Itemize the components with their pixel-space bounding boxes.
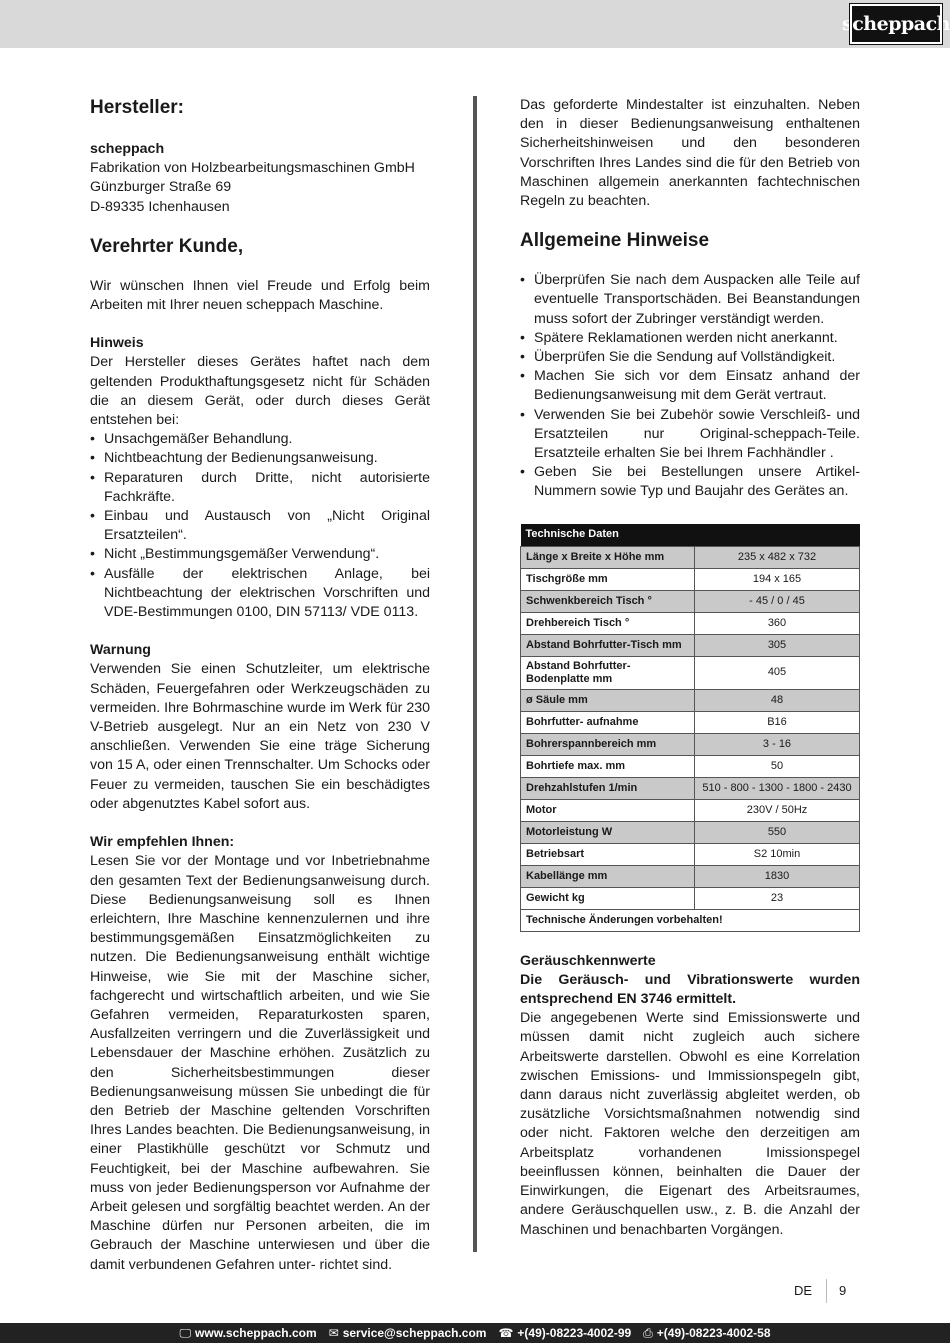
manufacturer-heading: Hersteller: bbox=[90, 97, 184, 118]
table-value: 48 bbox=[695, 689, 860, 711]
address-line: D-89335 Ichenhausen bbox=[90, 198, 230, 215]
phone-icon: ☎ bbox=[498, 1326, 514, 1340]
table-row bbox=[521, 634, 860, 656]
footer-email-text: service@scheppach.com bbox=[342, 1326, 487, 1340]
table-value: S2 10min bbox=[695, 843, 860, 865]
empfehlen-text: Lesen Sie vor der Montage und vor Inbetriebnahme den gesamten Text der Bedienungsanweisung durch. Diese Bedienungsanweisung soll es Ihnen erleichtern, Ihre Maschine kennenzulernen und ihre bestimmungsgemäßen Einsatzmöglichkeiten zu nutzen. Die Bedienungsanweisung enthält wichtige Hinweise, wie Sie mit der Maschine sicher, fachgerecht und wirtschaftlich arbeiten, und wie Sie Gefahren vermeiden, Reparaturkosten sparen, Ausfallzeiten verringern und die Zuverlässigkeit und Lebensdauer der Maschine erhöhen. Zusätzlich zu den Sicherheitsbestimmungen dieser Bedienungsanweisung müssen Sie unbedingt die für den Betrieb der Maschine geltenden Vorschriften Ihres Landes beachten. Die Bedienungsanweisung, in einer Plastikhülle geschützt vor Schmutz und Feuchtigkeit, bei der Maschine aufbewahren. Sie muss von jeder Bedienungsperson vor Aufnahme der Arbeit gelesen und sorgfältig beachtet werden. An der Maschine dürfen nur Personen arbeiten, die im Gebrauch der Maschine unterwiesen und über die damit verbundenen Gefahren unter- richtet sind. bbox=[90, 853, 430, 1273]
table-row bbox=[521, 733, 860, 755]
table-value: 3 - 16 bbox=[695, 733, 860, 755]
table-row bbox=[521, 689, 860, 711]
mail-icon: ✉ bbox=[328, 1326, 339, 1340]
table-value: 50 bbox=[695, 755, 860, 777]
warnung-title: Warnung bbox=[90, 642, 151, 659]
tech-data-table bbox=[520, 524, 860, 932]
company-name: scheppach bbox=[90, 141, 165, 157]
table-value: - 45 / 0 / 45 bbox=[695, 590, 860, 612]
table-label: Drehbereich Tisch ° bbox=[521, 612, 695, 634]
table-value: 360 bbox=[695, 612, 860, 634]
table-label: Bohrfutter- aufnahme bbox=[521, 711, 695, 733]
table-label: Drehzahlstufen 1/min bbox=[521, 777, 695, 799]
table-label: Tischgröße mm bbox=[521, 568, 695, 590]
noise-subtitle: Die Geräusch- und Vibrationswerte wurden entsprechend EN 3746 ermittelt. bbox=[520, 971, 860, 1008]
scheppach-logo: scheppach bbox=[850, 4, 942, 44]
table-value: 194 x 165 bbox=[695, 568, 860, 590]
page-language: DE bbox=[794, 1283, 813, 1298]
list-item: • Überprüfen Sie nach dem Auspacken alle Teile auf eventuelle Transportschäden. Bei Beanstandungen muss sofort der Zubringer verständigt werden. bbox=[520, 271, 860, 329]
table-label: Schwenkbereich Tisch ° bbox=[521, 590, 695, 612]
table-row bbox=[521, 821, 860, 843]
list-item: • Verwenden Sie bei Zubehör sowie Verschleiß- und Ersatzteilen nur Original-scheppach-Teile. Ersatzteile erhalten Sie bei Ihrem Fachhändler . bbox=[520, 406, 860, 464]
address-line: Fabrikation von Holzbearbeitungsmaschinen GmbH bbox=[90, 160, 415, 177]
table-label: Kabellänge mm bbox=[521, 865, 695, 887]
monitor-icon: 🖵 bbox=[179, 1325, 192, 1340]
general-heading: Allgemeine Hinweise bbox=[520, 230, 710, 252]
list-item: • Einbau und Austausch von „Nicht Original Ersatzteilen“. bbox=[90, 507, 430, 545]
intro-text: Das geforderte Mindestalter ist einzuhalten. Neben den in dieser Bedienungsanweisung enthaltenen Sicherheitshinweisen und den besonderen Vorschriften Ihres Landes sind die für den Betrieb von Maschinen allgemein anerkannten fachtechnischen Regeln zu beachten. bbox=[520, 97, 860, 210]
table-row bbox=[521, 799, 860, 821]
address-line: Günzburger Straße 69 bbox=[90, 179, 232, 196]
customer-heading: Verehrter Kunde, bbox=[90, 235, 244, 257]
tech-table-title: Technische Daten bbox=[521, 524, 860, 547]
greeting-text: Wir wünschen Ihnen viel Freude und Erfolg beim Arbeiten mit Ihrer neuen scheppach Maschine. bbox=[90, 277, 430, 314]
table-label: Motorleistung W bbox=[521, 821, 695, 843]
page-number: 9 bbox=[839, 1283, 847, 1298]
footer-web-text: www.scheppach.com bbox=[195, 1325, 317, 1340]
table-row bbox=[521, 612, 860, 634]
fax-icon: ⎙ bbox=[643, 1325, 653, 1340]
footer-phone bbox=[498, 1326, 631, 1340]
table-label: Motor bbox=[521, 799, 695, 821]
table-value: B16 bbox=[695, 711, 860, 733]
hinweis-title: Hinweis bbox=[90, 335, 144, 352]
list-item: • Machen Sie sich vor dem Einsatz anhand der Bedienungsanweisung mit dem Gerät vertraut. bbox=[520, 367, 860, 405]
table-row bbox=[521, 590, 860, 612]
list-item: • Spätere Reklamationen werden nicht anerkannt. bbox=[520, 329, 860, 348]
empfehlen-title: Wir empfehlen Ihnen: bbox=[90, 834, 235, 851]
left-column bbox=[90, 96, 430, 1275]
table-row bbox=[521, 568, 860, 590]
table-value: 550 bbox=[695, 821, 860, 843]
table-value: 23 bbox=[695, 887, 860, 909]
list-item: • Nichtbeachtung der Bedienungsanweisung. bbox=[90, 449, 430, 468]
page-number-divider bbox=[826, 1279, 827, 1303]
right-column bbox=[520, 96, 860, 1240]
footer-bar bbox=[0, 1323, 950, 1343]
table-row bbox=[521, 546, 860, 568]
list-item: • Unsachgemäßer Behandlung. bbox=[90, 430, 430, 449]
list-item: • Reparaturen durch Dritte, nicht autorisierte Fachkräfte. bbox=[90, 469, 430, 507]
tech-table-note: Technische Änderungen vorbehalten! bbox=[521, 909, 860, 931]
table-label: Abstand Bohrfutter-Bodenplatte mm bbox=[521, 656, 695, 689]
table-value: 230V / 50Hz bbox=[695, 799, 860, 821]
table-value: 1830 bbox=[695, 865, 860, 887]
table-row bbox=[521, 711, 860, 733]
column-divider bbox=[473, 96, 477, 1252]
list-item: • Geben Sie bei Bestellungen unsere Artikel-Nummern sowie Typ und Baujahr des Gerätes an. bbox=[520, 463, 860, 501]
list-item: • Nicht „Bestimmungsgemäßer Verwendung“. bbox=[90, 545, 430, 564]
table-row bbox=[521, 755, 860, 777]
table-value: 235 x 482 x 732 bbox=[695, 546, 860, 568]
table-label: Gewicht kg bbox=[521, 887, 695, 909]
table-label: Abstand Bohrfutter-Tisch mm bbox=[521, 634, 695, 656]
table-label: Bohrerspannbereich mm bbox=[521, 733, 695, 755]
warnung-text: Verwenden Sie einen Schutzleiter, um elektrische Schäden, Feuergefahren oder Werkzeugschäden zu vermeiden. Ihre Bohrmaschine wurde im Werk für 230 V-Betrieb ausgelegt. Nur an ein Netz von 230 V anschließen. Verwenden Sie eine träge Sicherung von 15 A, oder einen Trennschalter. Um Schocks oder Feuer zu vermeiden, tauschen Sie ein beschädigtes oder abgenutztes Kabel sofort aus. bbox=[90, 661, 430, 812]
footer-email[interactable] bbox=[329, 1326, 487, 1340]
table-label: Länge x Breite x Höhe mm bbox=[521, 546, 695, 568]
noise-text: Die angegebenen Werte sind Emissionswerte und müssen damit nicht zugleich auch sichere Arbeitswerte darstellen. Obwohl es eine Korrelation zwischen Emissions- und Immissionspegeln gibt, dann daraus nicht zuverlässig abgleitet werden, ob zusätzliche Vorsichtsmaßnahmen notwendig sind oder nicht. Faktoren welche den derzeitigen am Arbeitsplatz vorhandenen Imissionspegel beeinflussen können, beinhalten die Dauer der Einwirkungen, die Eigenart des Arbeitsraumes, andere Geräuschquellen usw., z. B. die Anzahl der Maschinen und benachbarten Vorgängen. bbox=[520, 1010, 860, 1238]
noise-title: Geräuschkennwerte bbox=[520, 952, 656, 969]
footer-fax-text: +(49)-08223-4002-58 bbox=[656, 1325, 771, 1340]
table-row bbox=[521, 865, 860, 887]
footer-phone-text: +(49)-08223-4002-99 bbox=[517, 1326, 632, 1340]
table-row bbox=[521, 887, 860, 909]
table-label: Bohrtiefe max. mm bbox=[521, 755, 695, 777]
table-value: 305 bbox=[695, 634, 860, 656]
table-value: 405 bbox=[695, 656, 860, 689]
top-bar bbox=[0, 0, 950, 48]
table-label: ø Säule mm bbox=[521, 689, 695, 711]
footer-web[interactable] bbox=[179, 1326, 316, 1341]
table-row bbox=[521, 777, 860, 799]
table-label: Betriebsart bbox=[521, 843, 695, 865]
list-item: • Ausfälle der elektrischen Anlage, bei Nichtbeachtung der elektrischen Vorschriften und VDE-Bestimmungen 0100, DIN 57113/ VDE 0113. bbox=[90, 565, 430, 623]
table-row bbox=[521, 909, 860, 931]
general-list bbox=[520, 271, 860, 501]
table-row bbox=[521, 843, 860, 865]
table-value: 510 - 800 - 1300 - 1800 - 2430 bbox=[695, 777, 860, 799]
hinweis-list bbox=[90, 430, 430, 622]
footer-fax bbox=[643, 1326, 770, 1341]
list-item: • Überprüfen Sie die Sendung auf Vollständigkeit. bbox=[520, 348, 860, 367]
hinweis-text: Der Hersteller dieses Gerätes haftet nach dem geltenden Produkthaftungsgesetz nicht für Schäden die an diesem Gerät, oder durch dieses Gerät entstehen bei: bbox=[90, 354, 430, 429]
table-row bbox=[521, 656, 860, 689]
